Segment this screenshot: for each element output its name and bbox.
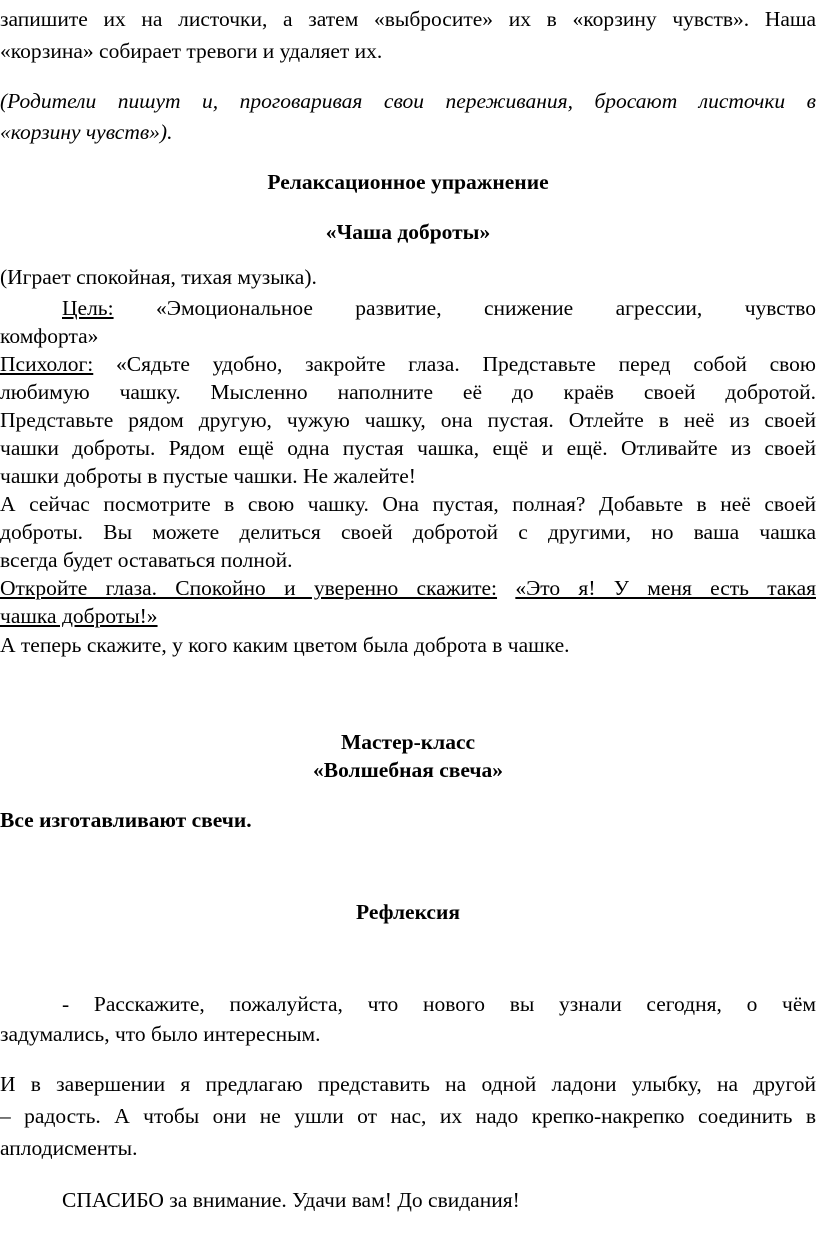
music-note: (Играет спокойная, тихая музыка). [0,265,317,289]
psych-line-4: чашки доброты. Рядом ещё одна пустая чашка, ещё и ещё. Отливайте из своей [0,436,816,460]
intro-note-line-1: (Родители пишут и, проговаривая свои переживания, бросают листочки в [0,89,816,113]
intro-line-2: «корзина» собирает тревоги и удаляет их. [0,39,383,63]
psych-text: «Сядьте удобно, закройте глаза. Представьте перед собой свою [93,352,816,376]
relax-heading: Релаксационное упражнение [267,170,549,194]
goal-label: Цель: [62,296,114,320]
open-eyes-line-2: чашка доброты!» [0,604,158,628]
open-eyes-quote: «Это я! У меня есть такая [515,576,816,600]
candles-line: Все изготавливают свечи. [0,808,252,832]
color-question: А теперь скажите, у кого каким цветом была доброта в чашке. [0,633,570,657]
master-heading: Мастер-класс [340,730,476,754]
intro-line-1: запишите их на листочки, а затем «выбросите» их в «корзину чувств». Наша [0,7,816,31]
psych-line-5: чашки доброты в пустые чашки. Не жалейте! [0,464,416,488]
thanks-line: СПАСИБО за внимание. Удачи вам! До свидания! [62,1188,520,1212]
psych-label: Психолог: [0,352,94,376]
psych-line-8: всегда будет оставаться полной. [0,548,293,572]
closing-line-1: И в завершении я предлагаю представить на одной ладони улыбку, на другой [0,1072,816,1096]
goal-text: «Эмоциональное развитие, снижение агрессии, чувство [113,296,816,320]
psych-line-2: любимую чашку. Мысленно наполните её до краёв своей добротой. [0,380,816,404]
goal-line-2: комфорта» [0,324,99,348]
master-title: «Волшебная свеча» [313,758,503,782]
psych-line-6: А сейчас посмотрите в свою чашку. Она пустая, полная? Добавьте в неё своей [0,492,816,516]
psych-line-7: доброты. Вы можете делиться своей добротой с другими, но ваша чашка [0,520,816,544]
intro-note-line-2: «корзину чувств»). [0,120,173,144]
psych-line-3: Представьте рядом другую, чужую чашку, она пустая. Отлейте в неё из своей [0,408,816,432]
reflection-line-1: - Расскажите, пожалуйста, что нового вы узнали сегодня, о чём [62,992,816,1016]
relax-title: «Чаша доброты» [325,220,491,244]
psych-line-1 [0,350,816,379]
reflection-line-2: задумались, что было интересным. [0,1022,321,1046]
closing-line-2: – радость. А чтобы они не ушли от нас, их надо крепко-накрепко соединить в [0,1104,816,1128]
closing-line-3: аплодисменты. [0,1136,138,1160]
reflection-heading: Рефлексия [355,900,460,924]
goal-line-1 [0,294,816,323]
open-eyes-instruction: Откройте глаза. Спокойно и уверенно скажите: [0,576,498,600]
open-eyes-line-1 [0,574,816,603]
